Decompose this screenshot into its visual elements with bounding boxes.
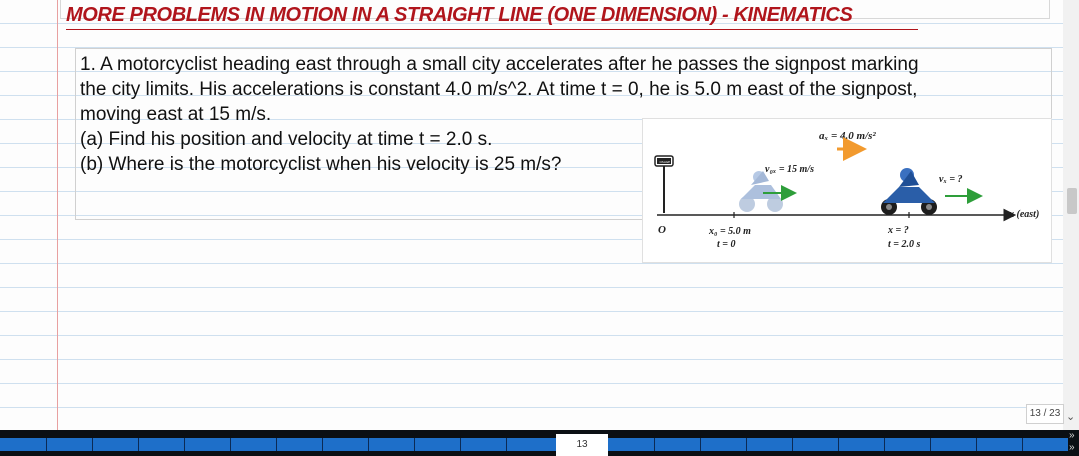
origin-label: O bbox=[658, 224, 666, 236]
strip-divider bbox=[700, 438, 701, 451]
time-label: t = 2.0 s bbox=[888, 239, 921, 250]
strip-divider bbox=[184, 438, 185, 451]
initial-position-label: x₀ = 5.0 m bbox=[709, 226, 751, 237]
strip-divider bbox=[92, 438, 93, 451]
strip-divider bbox=[368, 438, 369, 451]
page-counter: 13 / 23 bbox=[1026, 404, 1064, 424]
signpost-text: OSAGE bbox=[659, 160, 671, 164]
motorcycle-end-icon bbox=[881, 168, 937, 215]
title-underline bbox=[66, 29, 918, 30]
page-title: MORE PROBLEMS IN MOTION IN A STRAIGHT LINE (ONE DIMENSION) - KINEMATICS bbox=[66, 4, 853, 26]
final-velocity-label: vₓ = ? bbox=[939, 174, 963, 185]
strip-divider bbox=[976, 438, 977, 451]
problem-line-1: 1. A motorcyclist heading east through a small city accelerates after he passes the signpost marking bbox=[80, 54, 919, 75]
margin-line bbox=[57, 0, 58, 430]
current-page-number[interactable]: 13 bbox=[556, 434, 608, 456]
strip-divider bbox=[792, 438, 793, 451]
strip-divider bbox=[746, 438, 747, 451]
vertical-scrollbar[interactable] bbox=[1063, 0, 1079, 430]
strip-divider bbox=[322, 438, 323, 451]
strip-divider bbox=[1022, 438, 1023, 451]
motorcycle-figure bbox=[642, 118, 1052, 263]
double-chevron-down-icon[interactable]: » bbox=[1069, 442, 1075, 453]
problem-line-2: the city limits. His accelerations is constant 4.0 m/s^2. At time t = 0, he is 5.0 m east of the signpost, bbox=[80, 79, 918, 100]
problem-part-a: (a) Find his position and velocity at time t = 2.0 s. bbox=[80, 129, 493, 150]
strip-divider bbox=[414, 438, 415, 451]
strip-divider bbox=[654, 438, 655, 451]
x-axis-label: x (east) bbox=[1009, 209, 1040, 220]
scrollbar-thumb[interactable] bbox=[1067, 188, 1077, 214]
double-chevron-up-icon[interactable]: » bbox=[1069, 430, 1075, 441]
initial-velocity-label: v₀ₓ = 15 m/s bbox=[765, 164, 814, 175]
page-thumbnail-strip[interactable] bbox=[0, 438, 1068, 451]
strip-divider bbox=[46, 438, 47, 451]
strip-divider bbox=[506, 438, 507, 451]
strip-divider bbox=[838, 438, 839, 451]
strip-divider bbox=[460, 438, 461, 451]
chevron-down-icon[interactable]: ⌄ bbox=[1066, 411, 1076, 423]
acceleration-label: aₓ = 4.0 m/s² bbox=[819, 130, 876, 142]
problem-part-b: (b) Where is the motorcyclist when his velocity is 25 m/s? bbox=[80, 154, 562, 175]
strip-divider bbox=[884, 438, 885, 451]
strip-divider bbox=[138, 438, 139, 451]
problem-line-3: moving east at 15 m/s. bbox=[80, 104, 272, 125]
strip-divider bbox=[930, 438, 931, 451]
strip-divider bbox=[230, 438, 231, 451]
motorcycle-start-icon bbox=[739, 171, 783, 212]
initial-time-label: t = 0 bbox=[717, 239, 736, 250]
figure-svg bbox=[643, 119, 1051, 262]
signpost-icon bbox=[655, 156, 673, 213]
position-label: x = ? bbox=[888, 225, 909, 236]
strip-divider bbox=[276, 438, 277, 451]
